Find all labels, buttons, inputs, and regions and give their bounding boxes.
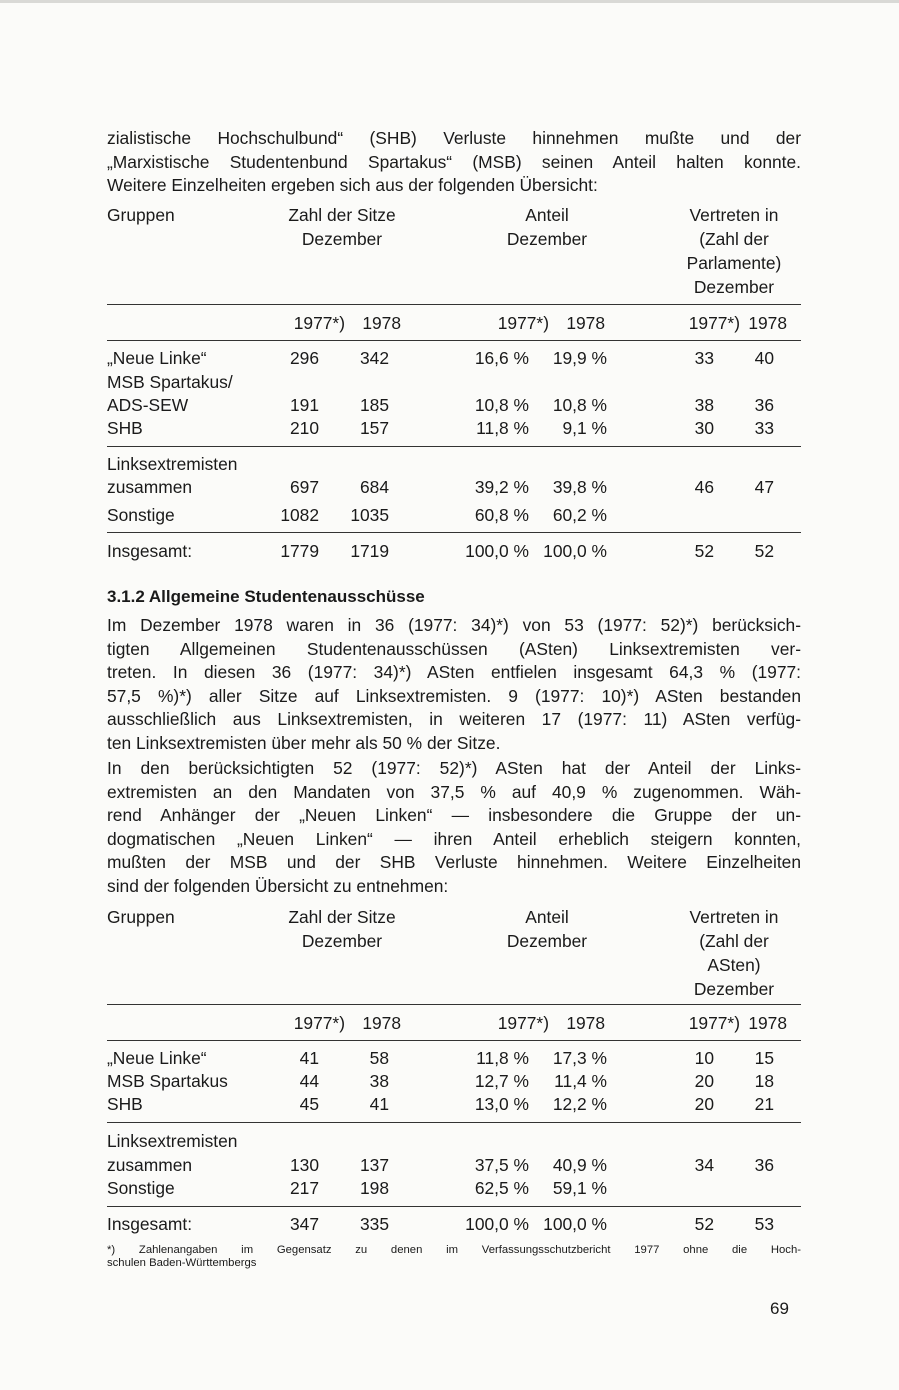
row-label: Linksextremisten (107, 454, 238, 474)
table-cell: 342 (359, 348, 389, 368)
table-cell: 15 (754, 1048, 774, 1068)
table-cell: 45 (299, 1094, 319, 1114)
col-header-anteil: Anteil (525, 907, 569, 927)
text-line: In den berücksichtigten 52 (1977: 52)*) ASten hat der Anteil der Links- (107, 758, 801, 778)
col-header-vertreten-4: Dezember (693, 277, 775, 297)
row-label: zusammen (107, 1155, 193, 1175)
year-header: 1977*) (688, 313, 740, 333)
row-label: Insgesamt: (107, 541, 193, 561)
table-cell: 60,8 % (474, 505, 529, 525)
col-header-sitze: Zahl der Sitze (288, 907, 396, 927)
table-cell: 36 (754, 1155, 774, 1175)
table-cell: 10,8 % (474, 395, 529, 415)
table-cell: 217 (289, 1178, 319, 1198)
table-cell: 59,1 % (552, 1178, 607, 1198)
table-cell: 33 (694, 348, 714, 368)
table-cell: 137 (359, 1155, 389, 1175)
table-cell: 62,5 % (474, 1178, 529, 1198)
table-cell: 1082 (280, 505, 319, 525)
table-cell: 9,1 % (562, 418, 607, 438)
table-cell: 38 (694, 395, 714, 415)
table-cell: 11,8 % (476, 1048, 529, 1068)
text-line: treten. In diesen 36 (1977: 34)*) ASten entfielen insgesamt 64,3 % (1977: (107, 662, 801, 682)
year-header: 1977*) (293, 1013, 345, 1033)
text-line: Im Dezember 1978 waren in 36 (1977: 34)*) von 53 (1977: 52)*) berücksich- (107, 615, 801, 635)
row-label: ADS-SEW (107, 395, 189, 415)
row-label: „Neue Linke“ (107, 348, 207, 368)
table-rule (107, 532, 801, 533)
table-cell: 210 (289, 418, 319, 438)
table-cell: 33 (754, 418, 774, 438)
table-cell: 19,9 % (552, 348, 607, 368)
table-cell: 13,0 % (474, 1094, 529, 1114)
table-cell: 30 (694, 418, 714, 438)
table-cell: 41 (299, 1048, 319, 1068)
col-header-vertreten-3: ASten) (707, 955, 761, 975)
col-header-vertreten-4: Dezember (693, 979, 775, 999)
table-cell: 40,9 % (552, 1155, 607, 1175)
table-cell: 39,2 % (474, 477, 529, 497)
year-header: 1978 (362, 313, 401, 333)
table-cell: 335 (359, 1214, 389, 1234)
table-cell: 11,8 % (476, 418, 529, 438)
table-rule (107, 1040, 801, 1041)
table-cell: 157 (359, 418, 389, 438)
table-asten (107, 907, 801, 1237)
row-label: Sonstige (107, 1178, 175, 1198)
table-cell: 60,2 % (552, 505, 607, 525)
footnote (107, 1244, 801, 1270)
table-cell: 36 (754, 395, 774, 415)
row-label: SHB (107, 418, 143, 438)
table-cell: 20 (694, 1071, 714, 1091)
table-cell: 12,2 % (552, 1094, 607, 1114)
col-header-vertreten: Vertreten in (689, 907, 779, 927)
col-header-sitze-month: Dezember (301, 931, 383, 951)
year-header: 1978 (748, 1013, 787, 1033)
row-label: Insgesamt: (107, 1214, 193, 1234)
text-line: zialistische Hochschulbund“ (SHB) Verluste hinnehmen mußte und der (107, 128, 801, 148)
table-cell: 53 (754, 1214, 774, 1234)
col-header-vertreten-2: (Zahl der (699, 229, 769, 249)
table-cell: 20 (694, 1094, 714, 1114)
row-label: Sonstige (107, 505, 175, 525)
text-line: ten Linksextremisten über mehr als 50 % der Sitze. (107, 732, 501, 753)
table-cell: 18 (754, 1071, 774, 1091)
page-top-edge (0, 0, 899, 3)
col-header-gruppen: Gruppen (107, 205, 175, 225)
year-header: 1977*) (688, 1013, 740, 1033)
text-line: Weitere Einzelheiten ergeben sich aus der folgenden Übersicht: (107, 175, 598, 195)
table-cell: 52 (694, 1214, 714, 1234)
row-label: zusammen (107, 477, 193, 497)
col-header-anteil: Anteil (525, 205, 569, 225)
footnote-line: *) Zahlenangaben im Gegensatz zu denen im Verfassungsschutzbericht 1977 ohne die Hoch- (107, 1244, 801, 1256)
table-cell: 52 (694, 541, 714, 561)
table-cell: 40 (754, 348, 774, 368)
table-cell: 34 (694, 1155, 714, 1175)
table-parliaments (107, 205, 801, 575)
row-label: SHB (107, 1094, 143, 1114)
table-cell: 100,0 % (543, 1214, 607, 1234)
col-header-sitze: Zahl der Sitze (288, 205, 396, 225)
page-number: 69 (770, 1299, 789, 1318)
table-cell: 41 (369, 1094, 389, 1114)
year-header: 1978 (362, 1013, 401, 1033)
paragraph-asten (107, 614, 801, 755)
table-cell: 1035 (350, 505, 389, 525)
col-header-gruppen: Gruppen (107, 907, 175, 927)
table-rule (107, 446, 801, 447)
section-heading: 3.1.2 Allgemeine Studentenausschüsse (107, 587, 425, 606)
text-line: dogmatischen „Neuen Linken“ — ihren Anteil erheblich steigern konnten, (107, 828, 801, 849)
row-label: MSB Spartakus/ (107, 372, 233, 392)
col-header-anteil-month: Dezember (506, 229, 588, 249)
year-header: 1978 (566, 1013, 605, 1033)
table-cell: 37,5 % (474, 1155, 529, 1175)
row-label: Linksextremisten (107, 1131, 238, 1151)
table-rule (107, 1122, 801, 1123)
table-cell: 130 (289, 1155, 319, 1175)
table-rule (107, 1004, 801, 1005)
table-cell: 1779 (280, 541, 319, 561)
table-cell: 58 (369, 1048, 389, 1068)
year-header: 1978 (748, 313, 787, 333)
table-cell: 47 (754, 477, 774, 497)
table-cell: 185 (359, 395, 389, 415)
text-line: 57,5 %)*) aller Sitze auf Linksextremisten. 9 (1977: 10)*) ASten bestanden (107, 685, 801, 706)
table-cell: 44 (299, 1071, 319, 1091)
table-cell: 16,6 % (474, 348, 529, 368)
table-cell: 100,0 % (543, 541, 607, 561)
table-cell: 12,7 % (474, 1071, 529, 1091)
text-line: mußten der MSB und der SHB Verluste hinnehmen. Weitere Einzelheiten (107, 852, 801, 872)
table-cell: 10,8 % (552, 395, 607, 415)
year-header: 1977*) (497, 1013, 549, 1033)
text-line: sind der folgenden Übersicht zu entnehmen: (107, 875, 449, 896)
table-rule (107, 304, 801, 305)
paragraph-mandate (107, 757, 801, 898)
table-cell: 39,8 % (552, 477, 607, 497)
table-cell: 46 (694, 477, 714, 497)
row-label: MSB Spartakus (107, 1071, 228, 1091)
table-cell: 100,0 % (465, 1214, 529, 1234)
col-header-vertreten: Vertreten in (689, 205, 779, 225)
table-cell: 52 (754, 541, 774, 561)
table-cell: 697 (289, 477, 319, 497)
table-cell: 100,0 % (465, 541, 529, 561)
table-cell: 198 (359, 1178, 389, 1198)
col-header-vertreten-2: (Zahl der (699, 931, 769, 951)
text-line: „Marxistische Studentenbund Spartakus“ (MSB) seinen Anteil halten konnte. (107, 151, 801, 172)
year-header: 1977*) (293, 313, 345, 333)
year-header: 1978 (566, 313, 605, 333)
year-header: 1977*) (497, 313, 549, 333)
text-line: extremisten an den Mandaten von 37,5 % auf 40,9 % zugenommen. Wäh- (107, 781, 801, 802)
col-header-anteil-month: Dezember (506, 931, 588, 951)
table-cell: 38 (369, 1071, 389, 1091)
table-cell: 296 (289, 348, 319, 368)
table-rule (107, 340, 801, 341)
col-header-vertreten-3: Parlamente) (686, 253, 782, 273)
text-line: ausschließlich aus Linksextremisten, in weiteren 17 (1977: 11) ASten verfüg- (107, 709, 801, 729)
col-header-sitze-month: Dezember (301, 229, 383, 249)
table-rule (107, 1206, 801, 1207)
footnote-line: schulen Baden-Württembergs (107, 1257, 257, 1269)
intro-paragraph (107, 127, 801, 198)
row-label: „Neue Linke“ (107, 1048, 207, 1068)
table-cell: 191 (289, 395, 319, 415)
table-cell: 347 (289, 1214, 319, 1234)
table-cell: 21 (754, 1094, 774, 1114)
table-cell: 17,3 % (552, 1048, 607, 1068)
table-cell: 10 (694, 1048, 714, 1068)
table-cell: 1719 (350, 541, 389, 561)
text-line: rend Anhänger der „Neuen Linken“ — insbesondere die Gruppe der un- (107, 805, 801, 825)
table-cell: 684 (359, 477, 389, 497)
table-cell: 11,4 % (554, 1071, 607, 1091)
text-line: tigten Allgemeinen Studentenausschüssen (ASten) Linksextremisten ver- (107, 638, 801, 659)
